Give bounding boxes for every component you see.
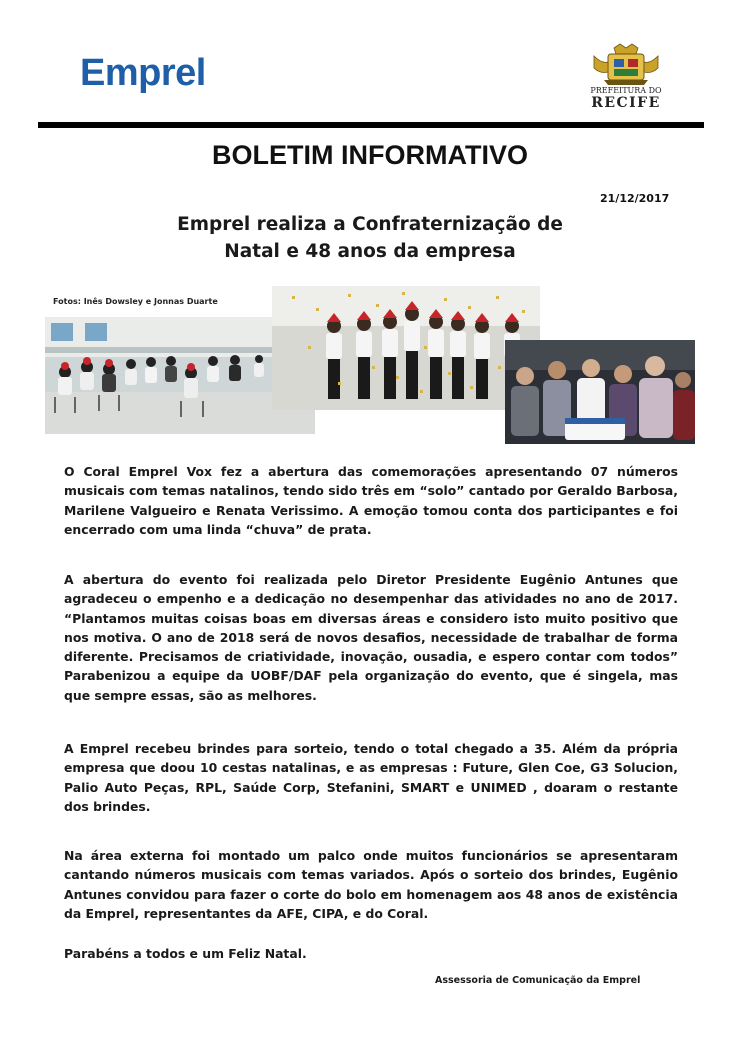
headline-line-2: Natal e 48 anos da empresa	[224, 241, 516, 262]
header-rule	[38, 122, 704, 128]
paragraph-brindes: A Emprel recebeu brindes para sorteio, tendo o total chegado a 35. Além da própria empresa que doou 10 cestas natalinas, e as empresas : Future, Glen Coe, G3 Solucion, Palio Auto Peças, RPL, Saúde Corp, Stefanini, SMART e UNIMED , doaram o restante dos brindes.	[64, 741, 678, 814]
paragraph-abertura: A abertura do evento foi realizada pelo Diretor Presidente Eugênio Antunes que agradeceu o empenho e a dedicação no desempenhar das atividades no ano de 2017. “Plantamos muitas coisas boas em diversas áreas e considero isto muito positivo que nos motiva. O ano de 2018 será de novos desafios, necessidade de trabalhar de forma diferente. Precisamos de criatividade, inovação, ousadia, e espero contar com todos” Parabenizou a equipe da UOBF/DAF pela organização do evento, que é singela, mas que sempre essas, são as melhores.	[64, 572, 678, 703]
signature: Assessoria de Comunicação da Emprel	[435, 975, 641, 986]
photo-cake-cutting	[505, 340, 695, 444]
photo-credit: Fotos: Inês Dowsley e Jonnas Duarte	[53, 297, 218, 306]
city-logo-line2: RECIFE	[591, 95, 661, 111]
document-title: BOLETIM INFORMATIVO	[212, 140, 528, 170]
city-logo-line1: PREFEITURA DO	[590, 86, 662, 95]
city-coat-of-arms-icon	[574, 42, 678, 86]
photo-choir	[272, 286, 540, 410]
closing-line: Parabéns a todos e um Feliz Natal.	[64, 946, 307, 961]
paragraph-area-externa: Na área externa foi montado um palco onde muitos funcionários se apresentaram cantando números musicais com temas variados. Após o sorteio dos brindes, Eugênio Antunes convidou para fazer o corte do bolo em homenagem aos 48 anos de existência da Emprel, representantes da AFE, CIPA, e do Coral.	[64, 848, 678, 921]
emprel-logo: Emprel	[80, 52, 206, 94]
headline-line-1: Emprel realiza a Confraternização de	[177, 214, 563, 235]
headline	[130, 211, 610, 265]
document-date: 21/12/2017	[600, 192, 670, 205]
prefeitura-recife-logo	[574, 42, 678, 112]
paragraph-coral: O Coral Emprel Vox fez a abertura das comemorações apresentando 07 números musicais com temas natalinos, tendo sido três em “solo” cantado por Geraldo Barbosa, Marilene Valgueiro e Renata Verissimo. A emoção tomou conta dos participantes e foi encerrado com uma linda “chuva” de prata.	[64, 464, 678, 537]
